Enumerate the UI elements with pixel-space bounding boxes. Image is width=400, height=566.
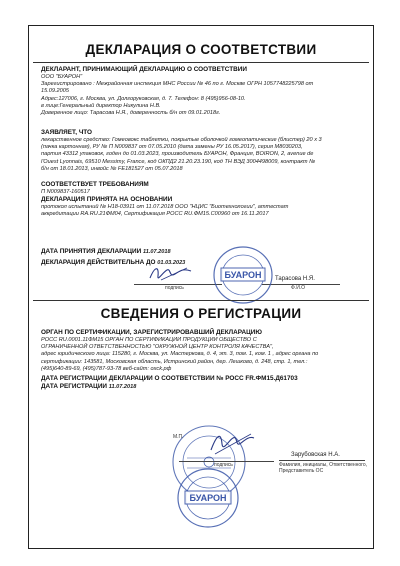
accepted-date-label: ДАТА ПРИНЯТИЯ ДЕКЛАРАЦИИ	[41, 248, 142, 255]
claims-line: l'Ouest Lyonnais, 69510 Messimy, France, код ОКПД2 21.20.23.190, код ТН ВЭД 3004498009, контракт №	[41, 158, 316, 165]
signer-name: Тарасова Н.Я.	[275, 276, 315, 282]
certification-body-heading: ОРГАН ПО СЕРТИФИКАЦИИ, ЗАРЕГИСТРИРОВАВШИЙ ДЕКЛАРАЦИЮ	[41, 329, 262, 336]
registration-number: ДАТА РЕГИСТРАЦИИ ДЕКЛАРАЦИИ О СООТВЕТСТВИИ № РОСС FR.ФМ15.Д61703	[41, 375, 298, 383]
claims-line: партия 43312 упаковок, годен до 01.03.2023, производитель БУАРОН, Франция, BOIRON, 2, avenue de	[41, 151, 314, 158]
valid-until-date: 01.03.2023	[157, 260, 186, 267]
applicant-line: в лице:Генеральный директор Никулина Н.В.	[41, 102, 161, 109]
registrar-signature	[207, 428, 257, 458]
requirements-section	[41, 181, 363, 219]
registration-title: СВЕДЕНИЯ О РЕГИСТРАЦИИ	[100, 306, 302, 321]
valid-until-row	[41, 259, 363, 267]
certification-body-line: сертификации: 143581, Московская область, Истринский район, дер. Лешково, д. 248, стр. 1, тел.:	[41, 358, 308, 365]
applicant-line: Адрес:127006, г. Москва, ул. Долгоруковская, д. 7. Телефон: 8 (495)956-08-10.	[41, 95, 246, 102]
stamp-mp-label: М.П.	[173, 434, 184, 440]
registration-date-row	[41, 383, 363, 391]
certification-body-line: (495)640-89-69, (495)787-93-78 веб-сайт: oxck.pф	[41, 365, 172, 372]
dates-section	[41, 248, 363, 267]
claims-line: лекарственное средство: Гомеовокс таблетки, покрытые оболочкой гомеопатические (блистер) 20 x 3	[41, 137, 322, 143]
declaration-document	[28, 25, 374, 549]
basis-line: протокол испытаний № Н18-03911 от 11.07.2018 ООО "НЦИС "Биотехнологии", аттестат	[41, 204, 289, 211]
signature-caption: подпись	[165, 285, 184, 291]
registration-date: 11.07.2018	[108, 384, 137, 391]
claims-line: б/н от 18.01.2013, инвойс № FE181527 от 05.07.2018	[41, 165, 183, 172]
claims-heading: ЗАЯВЛЯЕТ, ЧТО	[41, 129, 93, 136]
registrar-caption: Фамилия, инициалы, Ответственного, Представитель ОС	[279, 462, 368, 474]
requirements-line: П N009837-160517	[41, 189, 90, 195]
accepted-date: 11.07.2018	[143, 249, 171, 255]
applicant-line: Доверенное лицо: Тарасова Н.Я., доверенность б/н от 09.01.2018г.	[41, 110, 221, 117]
basis-heading: ДЕКЛАРАЦИЯ ПРИНЯТА НА ОСНОВАНИИ	[41, 196, 173, 204]
claims-section	[41, 129, 363, 173]
certification-body-section	[41, 329, 363, 391]
title-divider	[33, 62, 369, 63]
applicant-line: 15.09.2005	[41, 88, 69, 95]
accepted-date-row	[41, 248, 363, 256]
certification-body-line: РОСС RU.0001.11ФМ15 ОРГАН ПО СЕРТИФИКАЦИИ ПРОДУКЦИИ ОБЩЕСТВО С	[41, 337, 257, 343]
valid-until-label: ДЕКЛАРАЦИЯ ДЕЙСТВИТЕЛЬНА ДО	[41, 259, 156, 267]
declaration-title: ДЕКЛАРАЦИЯ О СООТВЕТСТВИИ	[85, 42, 317, 57]
applicant-signature	[147, 262, 197, 284]
registrar-signature-caption: подпись	[214, 462, 233, 468]
company-stamp-top	[211, 244, 275, 306]
claims-line: (пачка картонная), РУ № П N009837 от 07.05.2010 (дата замены РУ 16.05.2017), серия M8030203,	[41, 144, 303, 151]
stamp-name: БУАРОН	[224, 270, 262, 280]
requirements-heading: СООТВЕТСТВУЕТ ТРЕБОВАНИЯМ	[41, 181, 149, 188]
signer-caption: Ф.И.О	[291, 285, 306, 291]
basis-line: аккредитации RA.RU.21ФМ04, Сертификация РОСС RU.ФМ15.С00960 от 16.11.2017	[41, 211, 269, 218]
certification-body-line: ОГРАНИЧЕННОЙ ОТВЕТСТВЕННОСТЬЮ "ОКРУЖНОЙ ЦЕНТР КОНТРОЛЯ КАЧЕСТВА",	[41, 344, 274, 351]
registrar-line	[279, 460, 365, 461]
section-divider	[33, 300, 369, 301]
registrar-name: Зарубовская Н.А.	[291, 452, 340, 458]
applicant-heading: ДЕКЛАРАНТ, ПРИНИМАЮЩИЙ ДЕКЛАРАЦИЮ О СООТВЕТСТВИИ	[41, 66, 247, 73]
company-stamp-bottom	[175, 466, 241, 530]
certification-body-line: адрес юридического лица: 115280, г. Москва, ул. Мастеркова, д. 4, эт. 3, пом. 1, ком. 1 , адрес органа по	[41, 351, 319, 358]
applicant-line: ООО "БУАРОН"	[41, 74, 83, 80]
applicant-section	[41, 66, 363, 117]
stamp-name: БУАРОН	[189, 493, 227, 503]
applicant-line: Зарегистрировано : Межрайонная инспекция МНС России № 46 по г. Москве ОГРН 1057748225798 от	[41, 81, 314, 88]
registration-date-label: ДАТА РЕГИСТРАЦИИ	[41, 383, 108, 391]
